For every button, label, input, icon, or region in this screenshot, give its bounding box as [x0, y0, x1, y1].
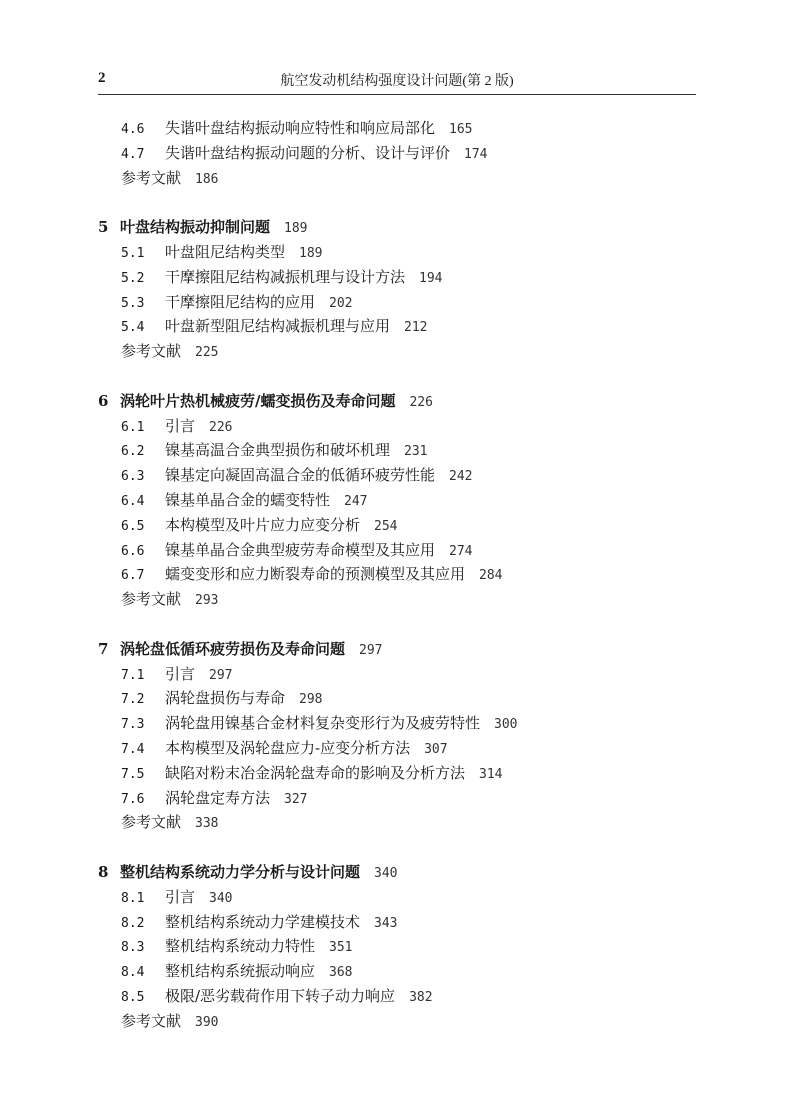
section-number: 8.1: [121, 891, 145, 906]
toc-references[interactable]: [121, 812, 219, 834]
section-number: 5.1: [121, 246, 145, 261]
references-label: 参考文献: [121, 813, 182, 831]
section-number: 6.5: [121, 519, 145, 534]
toc-section[interactable]: [121, 242, 323, 264]
references-page: 338: [195, 816, 219, 831]
section-page: 284: [479, 568, 503, 583]
chapter-number: 8: [98, 863, 109, 881]
toc-section[interactable]: [121, 961, 353, 983]
section-number: 6.2: [121, 444, 145, 459]
toc-section[interactable]: [121, 912, 398, 934]
section-page: 368: [329, 965, 353, 980]
chapter-title: 涡轮盘低循环疲劳损伤及寿命问题: [120, 640, 346, 658]
toc-chapter[interactable]: [98, 639, 383, 661]
chapter-page: 226: [409, 395, 433, 410]
section-title: 本构模型及叶片应力应变分析: [165, 516, 361, 534]
section-number: 7.5: [121, 767, 145, 782]
toc-section[interactable]: [121, 416, 233, 438]
toc-section[interactable]: [121, 118, 473, 140]
toc-section[interactable]: [121, 664, 233, 686]
section-page: 212: [404, 320, 428, 335]
references-label: 参考文献: [121, 169, 182, 187]
toc-section[interactable]: [121, 763, 503, 785]
chapter-page: 189: [284, 221, 308, 236]
section-page: 351: [329, 940, 353, 955]
section-title: 本构模型及涡轮盘应力-应变分析方法: [165, 739, 411, 757]
section-page: 247: [344, 494, 368, 509]
toc-section[interactable]: [121, 936, 353, 958]
section-title: 镍基单晶合金的蠕变特性: [165, 491, 331, 509]
section-page: 174: [464, 147, 488, 162]
section-title: 干摩擦阻尼结构减振机理与设计方法: [165, 268, 406, 286]
references-label: 参考文献: [121, 1012, 182, 1030]
section-number: 7.6: [121, 792, 145, 807]
toc-section[interactable]: [121, 267, 443, 289]
toc-section[interactable]: [121, 316, 428, 338]
section-title: 蠕变变形和应力断裂寿命的预测模型及其应用: [165, 565, 466, 583]
section-page: 202: [329, 296, 353, 311]
chapter-page: 340: [374, 866, 398, 881]
section-page: 297: [209, 668, 233, 683]
section-page: 314: [479, 767, 503, 782]
chapter-title: 涡轮叶片热机械疲劳/蠕变损伤及寿命问题: [120, 392, 396, 410]
section-title: 缺陷对粉末冶金涡轮盘寿命的影响及分析方法: [165, 764, 466, 782]
section-page: 254: [374, 519, 398, 534]
section-title: 失谐叶盘结构振动问题的分析、设计与评价: [165, 144, 451, 162]
toc-chapter[interactable]: [98, 862, 398, 884]
section-number: 8.2: [121, 916, 145, 931]
section-number: 6.6: [121, 544, 145, 559]
references-label: 参考文献: [121, 342, 182, 360]
section-title: 引言: [165, 665, 196, 683]
toc-section[interactable]: [121, 465, 473, 487]
section-page: 343: [374, 916, 398, 931]
toc-references[interactable]: [121, 341, 219, 363]
toc-references[interactable]: [121, 589, 219, 611]
running-title: 航空发动机结构强度设计问题(第 2 版): [280, 74, 514, 89]
chapter-page: 297: [359, 643, 383, 658]
section-page: 189: [299, 246, 323, 261]
section-title: 整机结构系统动力特性: [165, 937, 316, 955]
chapter-number: 5: [98, 218, 109, 236]
toc-section[interactable]: [121, 540, 473, 562]
section-page: 327: [284, 792, 308, 807]
chapter-title: 整机结构系统动力学分析与设计问题: [120, 863, 361, 881]
references-page: 390: [195, 1015, 219, 1030]
section-title: 失谐叶盘结构振动响应特性和响应局部化: [165, 119, 436, 137]
section-number: 5.2: [121, 271, 145, 286]
toc-section[interactable]: [121, 713, 518, 735]
section-number: 5.3: [121, 296, 145, 311]
section-number: 6.7: [121, 568, 145, 583]
chapter-number: 7: [98, 640, 109, 658]
section-page: 274: [449, 544, 473, 559]
section-number: 6.4: [121, 494, 145, 509]
section-title: 镍基高温合金典型损伤和破坏机理: [165, 441, 391, 459]
toc-section[interactable]: [121, 143, 488, 165]
references-page: 293: [195, 593, 219, 608]
toc-section[interactable]: [121, 440, 428, 462]
section-title: 叶盘阻尼结构类型: [165, 243, 286, 261]
section-title: 涡轮盘定寿方法: [165, 789, 271, 807]
page-number: 2: [98, 70, 106, 86]
section-number: 6.3: [121, 469, 145, 484]
section-page: 300: [494, 717, 518, 732]
section-page: 194: [419, 271, 443, 286]
section-title: 镍基单晶合金典型疲劳寿命模型及其应用: [165, 541, 436, 559]
section-number: 7.2: [121, 692, 145, 707]
section-number: 4.7: [121, 147, 145, 162]
section-page: 307: [424, 742, 448, 757]
section-number: 8.4: [121, 965, 145, 980]
section-number: 4.6: [121, 122, 145, 137]
section-number: 7.1: [121, 668, 145, 683]
section-title: 叶盘新型阻尼结构减振机理与应用: [165, 317, 391, 335]
section-number: 7.4: [121, 742, 145, 757]
section-title: 整机结构系统动力学建模技术: [165, 913, 361, 931]
section-page: 165: [449, 122, 473, 137]
toc-references[interactable]: [121, 168, 219, 190]
section-page: 340: [209, 891, 233, 906]
section-title: 干摩擦阻尼结构的应用: [165, 293, 316, 311]
section-title: 引言: [165, 888, 196, 906]
toc-chapter[interactable]: [98, 217, 308, 239]
toc-references[interactable]: [121, 1011, 219, 1033]
toc-section[interactable]: [121, 788, 308, 810]
section-page: 298: [299, 692, 323, 707]
toc-section[interactable]: [121, 515, 398, 537]
toc-section[interactable]: [121, 738, 448, 760]
section-title: 引言: [165, 417, 196, 435]
running-header: [98, 66, 696, 95]
chapter-number: 6: [98, 392, 109, 410]
toc-section[interactable]: [121, 887, 233, 909]
references-label: 参考文献: [121, 590, 182, 608]
section-number: 8.5: [121, 990, 145, 1005]
section-number: 6.1: [121, 420, 145, 435]
section-title: 涡轮盘损伤与寿命: [165, 689, 286, 707]
toc-section[interactable]: [121, 564, 503, 586]
section-title: 整机结构系统振动响应: [165, 962, 316, 980]
section-title: 镍基定向凝固高温合金的低循环疲劳性能: [165, 466, 436, 484]
section-number: 7.3: [121, 717, 145, 732]
section-title: 涡轮盘用镍基合金材料复杂变形行为及疲劳特性: [165, 714, 481, 732]
section-page: 226: [209, 420, 233, 435]
chapter-title: 叶盘结构振动抑制问题: [120, 218, 271, 236]
section-page: 231: [404, 444, 428, 459]
section-title: 极限/恶劣载荷作用下转子动力响应: [165, 987, 396, 1005]
toc-section[interactable]: [121, 986, 433, 1008]
toc-section[interactable]: [121, 688, 323, 710]
toc-section[interactable]: [121, 292, 353, 314]
section-page: 242: [449, 469, 473, 484]
references-page: 186: [195, 172, 219, 187]
section-number: 8.3: [121, 940, 145, 955]
section-number: 5.4: [121, 320, 145, 335]
toc-chapter[interactable]: [98, 391, 433, 413]
section-page: 382: [409, 990, 433, 1005]
toc-section[interactable]: [121, 490, 368, 512]
references-page: 225: [195, 345, 219, 360]
